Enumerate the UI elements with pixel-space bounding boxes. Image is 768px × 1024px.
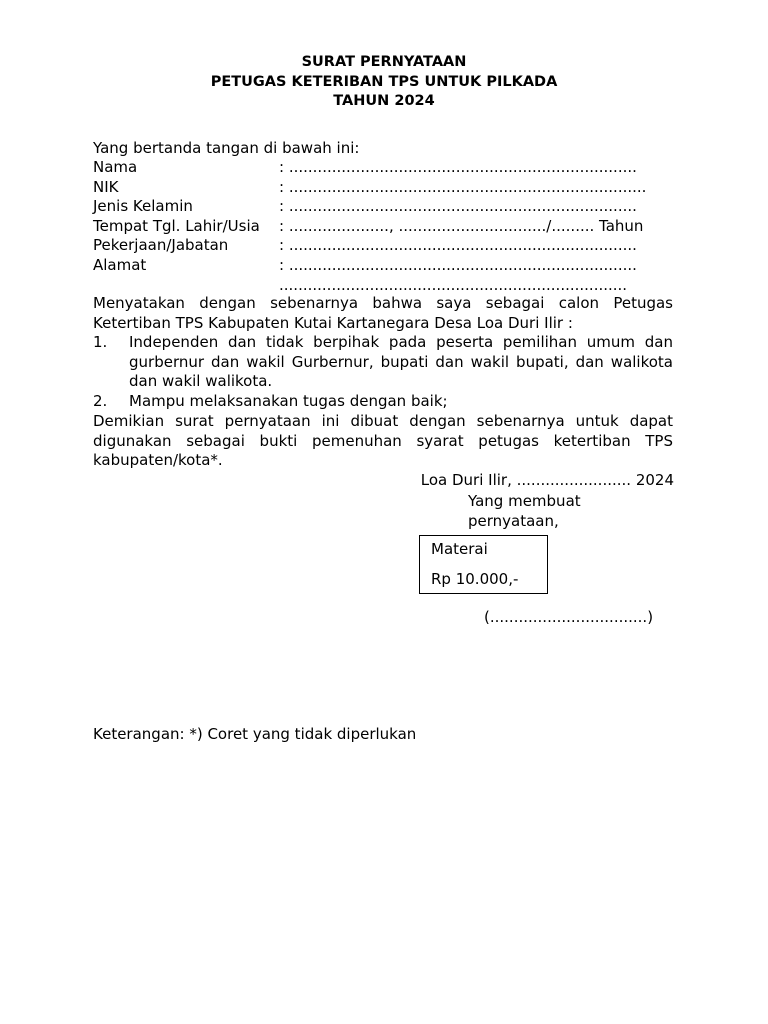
field-row-tempat-tgl-lahir	[93, 217, 673, 237]
list-number: 2.	[93, 391, 108, 410]
list-line: dan wakil walikota.	[129, 372, 273, 391]
identity-fields	[93, 158, 673, 295]
stamp-box	[419, 535, 548, 594]
field-value: : .........................................................................	[279, 236, 637, 255]
field-value: : .........................................................................	[279, 255, 637, 274]
field-label: Pekerjaan/Jabatan	[93, 236, 229, 255]
title-line-2: PETUGAS KETERIBAN TPS UNTUK PILKADA	[210, 73, 558, 90]
footnote: Keterangan: *) Coret yang tidak diperlukan	[93, 725, 417, 743]
closing-paragraph	[93, 412, 673, 471]
field-value: : .........................................................................	[279, 158, 637, 176]
closing-line-1: Demikian surat pernyataan ini dibuat dengan sebenarnya untuk dapat	[93, 412, 673, 430]
stamp-label: Materai	[431, 540, 488, 558]
field-value: : .........................................................................	[279, 197, 637, 216]
list-item	[93, 392, 673, 412]
declaration-list	[93, 333, 673, 411]
field-value: : ...........................................................................	[279, 177, 647, 196]
field-label: NIK	[93, 177, 119, 196]
field-label: Nama	[93, 158, 138, 176]
field-value: .........................................................................	[279, 275, 628, 294]
stamp-amount: Rp 10.000,-	[431, 570, 519, 588]
title-line-3: TAHUN 2024	[333, 93, 435, 109]
field-row-nama	[93, 158, 673, 178]
field-row-jenis-kelamin	[93, 197, 673, 217]
list-line: Independen dan tidak berpihak pada peserta pemilihan umum dan	[129, 333, 673, 351]
statement-line-2: Ketertiban TPS Kabupaten Kutai Kartanegara Desa Loa Duri Ilir :	[93, 313, 573, 332]
maker-line-2: pernyataan,	[468, 512, 559, 530]
maker-line-1: Yang membuat	[468, 492, 581, 510]
field-label: Jenis Kelamin	[93, 197, 193, 216]
document-title	[0, 53, 768, 112]
field-label: Tempat Tgl. Lahir/Usia	[93, 216, 260, 235]
list-line: Mampu melaksanakan tugas dengan baik;	[129, 391, 448, 410]
field-row-alamat-continued	[93, 276, 673, 296]
place-date: Loa Duri Ilir, ........................ 2024	[420, 471, 674, 489]
statement-line-1: Menyatakan dengan sebenarnya bahwa saya sebagai calon Petugas	[93, 294, 673, 312]
field-value: : ....................., .............................../......... Tahun	[279, 216, 644, 235]
list-line: gurbernur dan wakil Gurbernur, bupati dan wakil bupati, dan walikota	[129, 352, 673, 371]
closing-line-3: kabupaten/kota*.	[93, 451, 223, 470]
signature-line: (.................................)	[484, 608, 654, 626]
list-item	[93, 333, 673, 392]
closing-line-2: digunakan sebagai bukti pemenuhan syarat petugas ketertiban TPS	[93, 431, 673, 450]
intro-text: Yang bertanda tangan di bawah ini:	[93, 139, 360, 157]
title-line-1: SURAT PERNYATAAN	[301, 54, 467, 70]
field-row-pekerjaan	[93, 236, 673, 256]
statement-paragraph	[93, 294, 673, 333]
maker-label	[468, 491, 581, 531]
field-label: Alamat	[93, 255, 147, 274]
list-number: 1.	[93, 333, 108, 351]
field-row-nik	[93, 178, 673, 198]
field-row-alamat	[93, 256, 673, 276]
